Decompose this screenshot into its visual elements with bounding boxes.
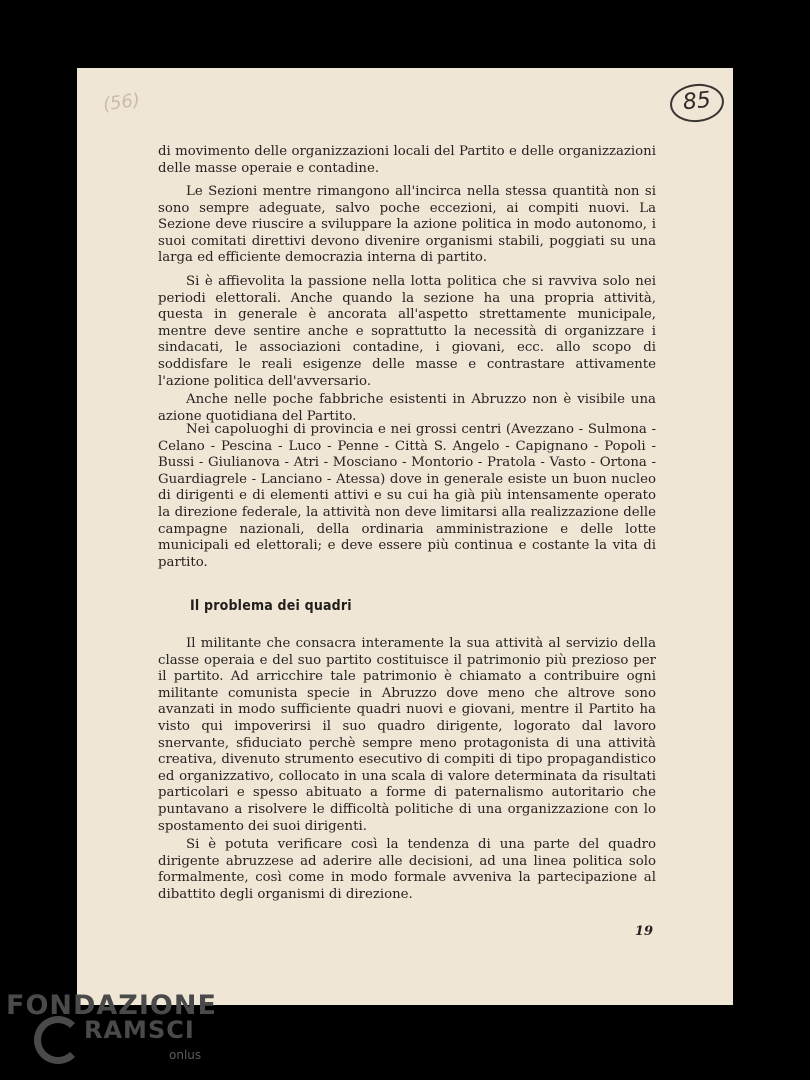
paragraph-3: Si è affievolita la passione nella lotta politica che si ravviva solo nei periodi elettorali. Anche quando la sezione ha una propria attività, questa in generale è ancorata all'aspetto strettamente municipale, mentre deve sentire anche e soprattutto la necessità di organizzare i sindacati, le associazioni contadine, i giovani, ecc. allo scopo di soddisfare le reali esigenze delle masse e contrastare attivamente l'azione politica dell'avversario. bbox=[158, 274, 656, 389]
paragraph-5: Nei capoluoghi di provincia e nei grossi centri (Avezzano - Sulmona - Celano - Pescina - Luco - Penne - Città S. Angelo - Capignano - Popoli - Bussi - Giulianova - Atri - Mosciano - Montorio - Pratola - Vasto - Ortona - Guardiagrele - Lanciano - Atessa) dove in generale esiste un buon nucleo di dirigenti e di elementi attivi e su cui ha già più intensamente operato la direzione federale, la attività non deve limitarsi alla realizzazione delle campagne nazionali, della ordinaria amministrazione e delle lotte municipali ed elettorali; e deve essere più continua e costante la vita di partito. bbox=[158, 422, 656, 570]
paragraph-4: Anche nelle poche fabbriche esistenti in Abruzzo non è visibile una azione quotidiana del Partito. bbox=[158, 392, 656, 424]
watermark-line1: FONDAZIONE bbox=[6, 990, 217, 1021]
section-heading: Il problema dei quadri bbox=[190, 598, 352, 614]
faint-pencil-mark: (56) bbox=[101, 89, 142, 116]
section-paragraph-2: Si è potuta verificare così la tendenza di una parte del quadro dirigente abruzzese ad aderire alle decisioni, ad una linea politica solo formalmente, così come in modo formale avveniva la partecipazione al dibattito degli organismi di direzione. bbox=[158, 837, 656, 902]
document-page bbox=[77, 68, 733, 1005]
watermark-line2: RAMSCI bbox=[84, 1016, 195, 1044]
watermark-g-icon bbox=[34, 1016, 82, 1064]
watermark-logo bbox=[6, 990, 216, 1070]
section-paragraph-1: Il militante che consacra interamente la sua attività al servizio della classe operaia e del suo partito costituisce il patrimonio più prezioso per il partito. Ad arricchire tale patrimonio è chiamato a contribuire ogni militante comunista specie in Abruzzo dove meno che altrove sono avanzati in modo sufficiente quadri nuovi e giovani, mentre il Partito ha visto qui impoverirsi il suo quadro dirigente, logorato dal lavoro snervante, sfiduciato perchè sempre meno protagonista di una attività creativa, divenuto strumento esecutivo di compiti di tipo propagandistico ed organizzativo, collocato in una scala di valore determinata da risultati particolari e spesso abituato a forme di paternalismo autoritario che puntavano a risolvere le difficoltà politiche di una organizzazione con lo spostamento dei suoi dirigenti. bbox=[158, 636, 656, 834]
page-number: 19 bbox=[634, 924, 653, 939]
paragraph-2: Le Sezioni mentre rimangono all'incirca nella stessa quantità non si sono sempre adeguate, salvo poche eccezioni, ai compiti nuovi. La Sezione deve riuscire a sviluppare la azione politica in modo autonomo, i suoi comitati direttivi devono divenire organismi stabili, poggiati su una larga ed efficiente democrazia interna di partito. bbox=[158, 184, 656, 266]
watermark-suffix: onlus bbox=[169, 1048, 202, 1062]
paragraph-1: di movimento delle organizzazioni locali del Partito e delle organizzazioni delle masse operaie e contadine. bbox=[158, 144, 656, 176]
folio-number: 85 bbox=[668, 81, 726, 124]
